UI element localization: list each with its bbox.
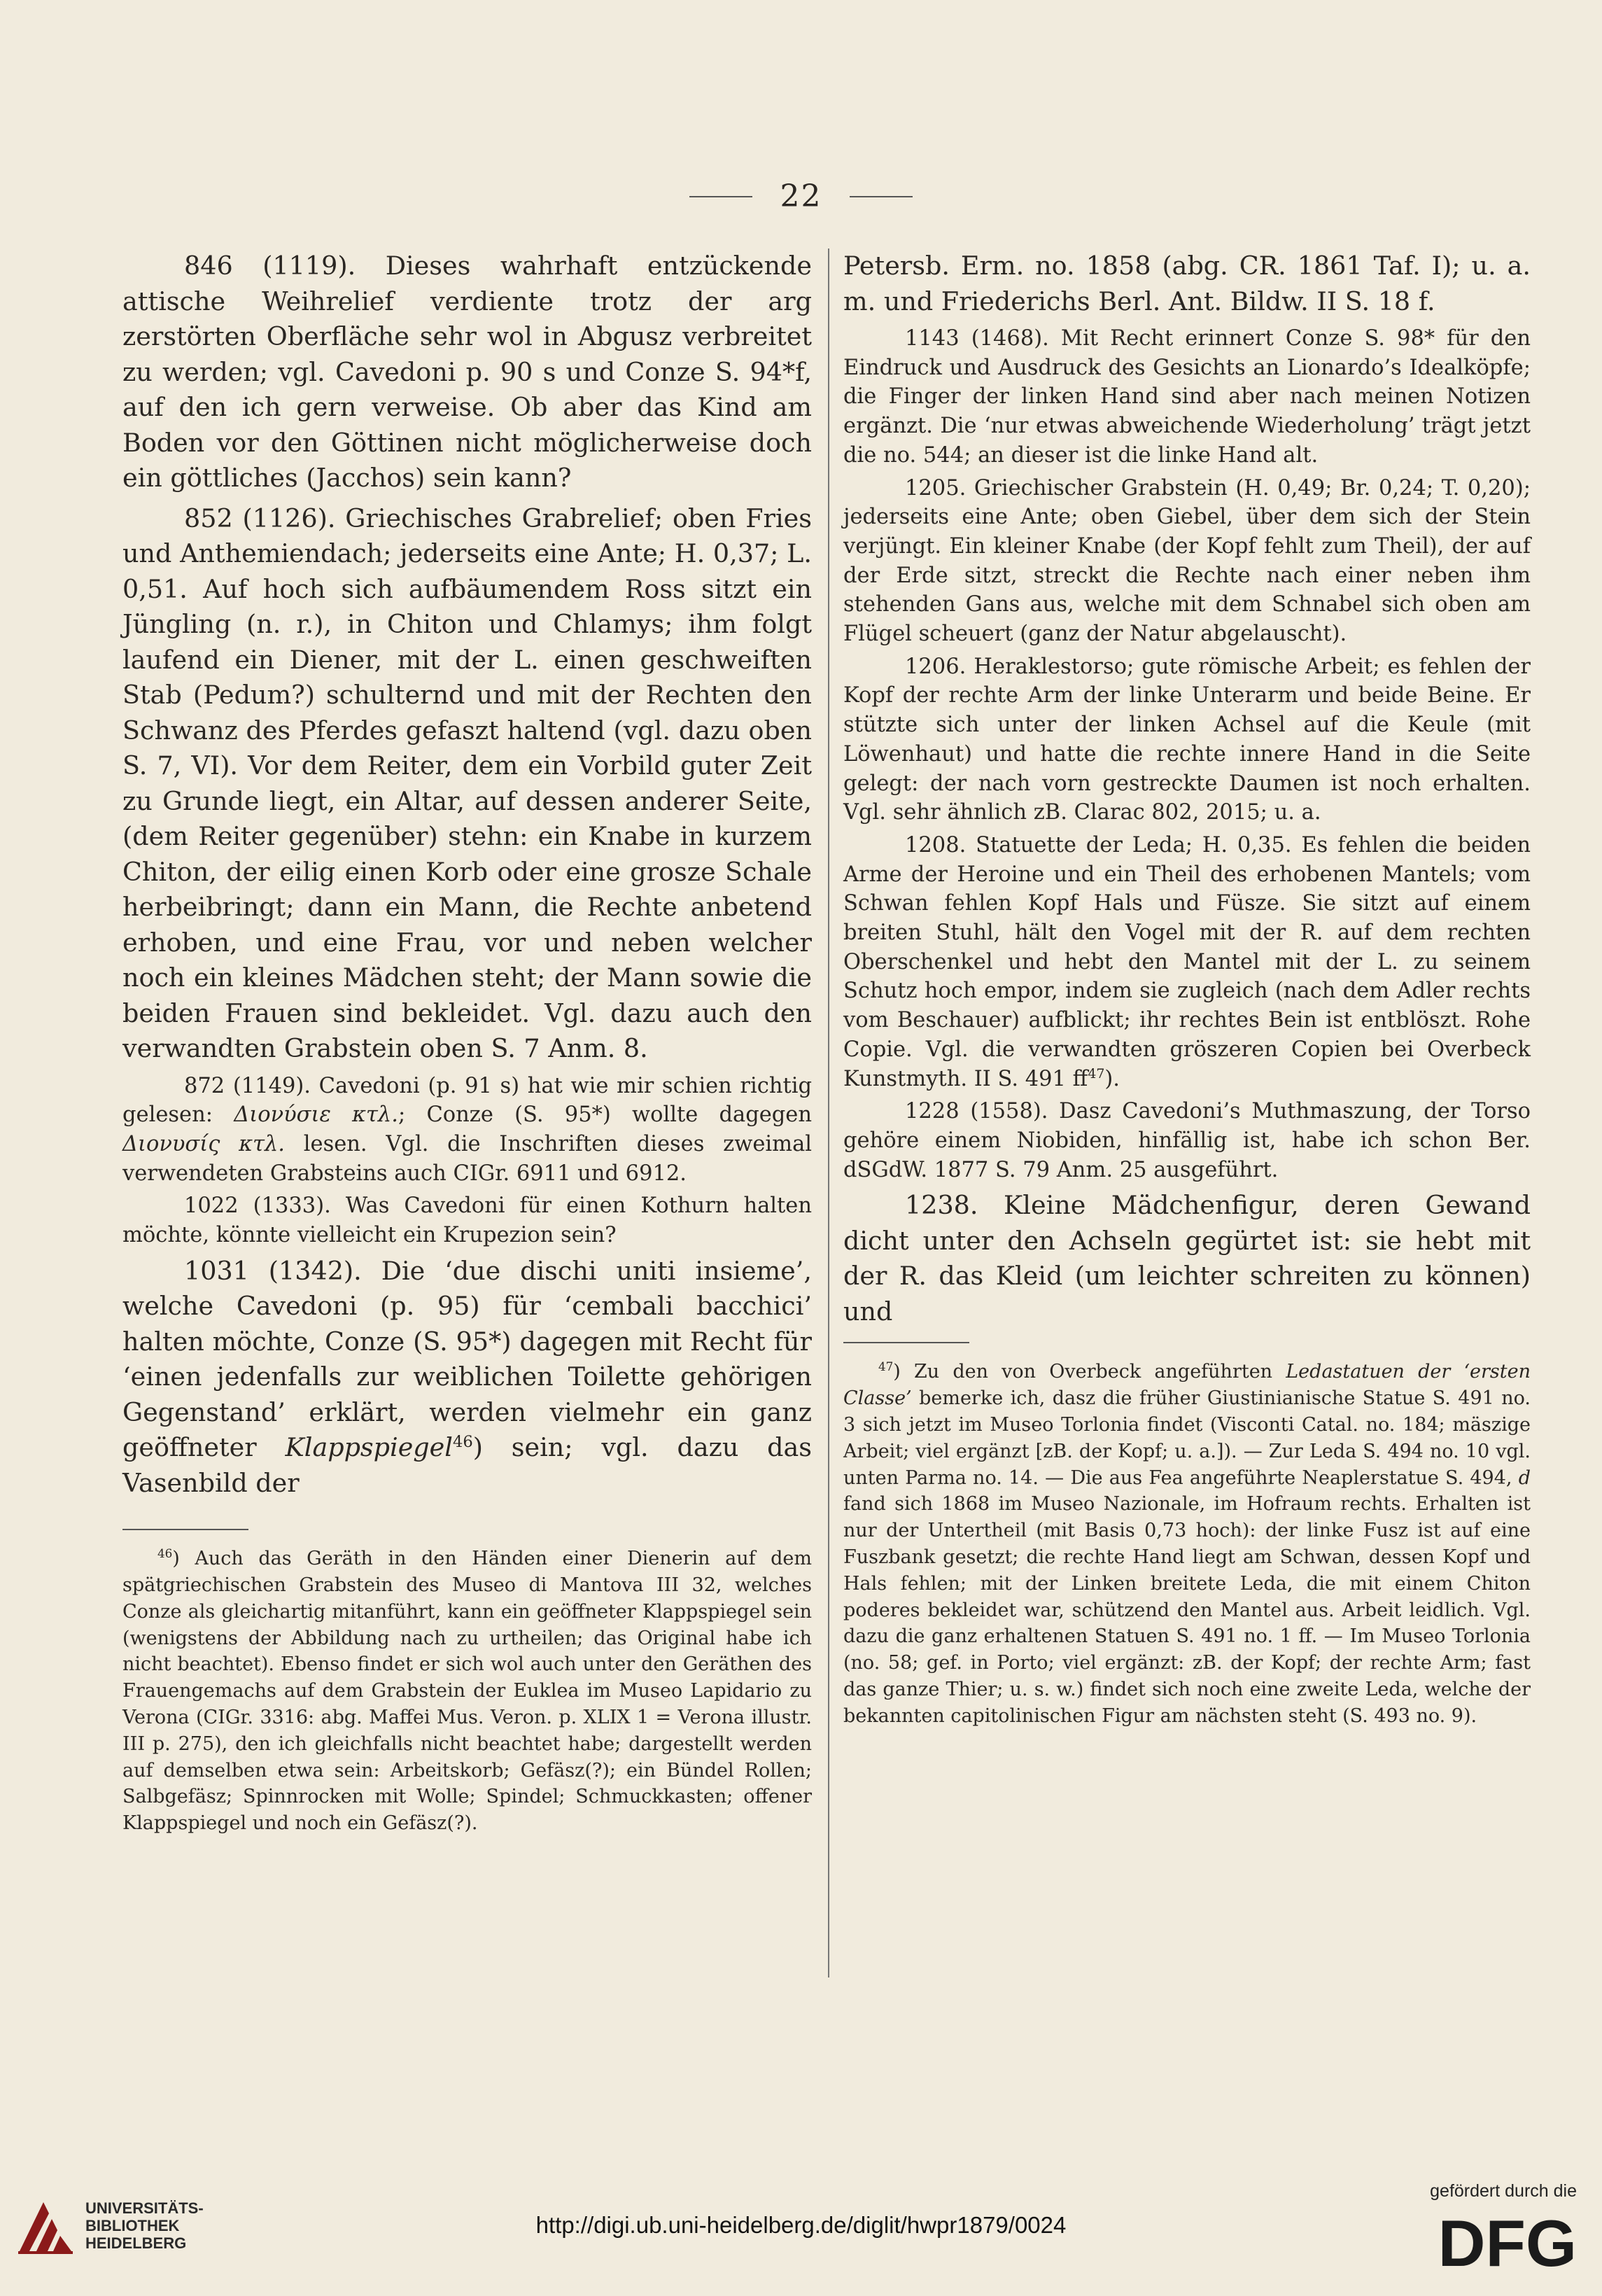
footnote-46: $^{46}$) Auch das Geräth in den Händen einer Dienerin auf dem spätgriechischen Grabstein des Museo di Mantova III 32, welches Conze als gleichartig mitanführt, kann ein geöffneter Klappspiegel sein (wenigstens der Abbildung nach zu urtheilen; das Original habe ich nicht beachtet). Ebenso findet er sich wol auch unter den Geräthen des Frauengemachs auf dem Grabstein der Euklea im Museo Lapidario zu Verona (CIGr. 3316: abg. Maffei Mus. Veron. p. XLIX 1 = Verona illustr. III p. 275), den ich gleichfalls nicht beachtet habe; dargestellt werden auf demselben etwa sein: Arbeitskorb; Gefäsz(?); ein Bündel Rollen; Salbgefäsz; Spinnrocken mit Wolle; Spindel; Schmuckkasten; offener Klappspiegel und noch ein Gefäsz(?). bbox=[122, 1546, 812, 1835]
library-name: UNIVERSITÄTS- BIBLIOTHEK HEIDELBERG bbox=[85, 2199, 204, 2252]
entry-1206: 1206. Heraklestorso; gute römische Arbeit; es fehlen der Kopf der rechte Arm der linke Unterarm und beide Beine. Er stützte sich unter der linken Achsel auf die Keule (mit Löwenhaut) und hatte die rechte innere Hand in die Seite gelegt: der nach vorn gestreckte Daumen ist noch erhalten. Vgl. sehr ähnlich zB. Clarac 802, 2015; u. a. bbox=[843, 654, 1531, 825]
page-header bbox=[0, 178, 1602, 214]
footnote-47: $^{47}$) Zu den von Overbeck angeführten Ledastatuen der ‘ersten Classe’ bemerke ich, dasz die früher Giustinianische Statue S. 491 no. 3 sich jetzt im Museo Torlonia findet (Visconti Catal. no. 184; mäszige Arbeit; viel ergänzt [zB. der Kopf; u. a.]). — Zur Leda S. 494 no. 10 vgl. unten Parma no. 14. — Die aus Fea angeführte Neaplerstatue S. 494, d fand sich 1868 im Museo Nazionale, im Hofraum rechts. Erhalten ist nur der Untertheil (mit Basis 0,73 hoch): der linke Fusz ist auf eine Fuszbank gesetzt; die rechte Hand liegt am Schwan, dessen Kopf und Hals fehlen; mit der Linken breitete Leda, die mit einem Chiton poderes bekleidet war, schützend den Mantel aus. Arbeit leidlich. Vgl. dazu die ganz erhaltenen Statuen S. 491 no. 1 ff. — Im Museo Torlonia (no. 58; gef. in Porto; viel ergänzt: zB. der Kopf; der rechte Arm; fast das ganze Thier; u. s. w.) findet sich noch eine zweite Leda, welche der bekannten capitolinischen Figur am nächsten steht (S. 493 no. 9). bbox=[843, 1359, 1531, 1727]
entry-1031: 1031 (1342). Die ‘due dischi uniti insieme’, welche Cavedoni (p. 95) für ‘cembali bacchici’ halten möchte, Conze (S. 95*) dagegen mit Recht für ‘einen jedenfalls zur weiblichen Toilette gehörigen Gegenstand’ erklärt, werden vielmehr ein ganz geöffneter Klappspiegel$^{46}$) sein; vgl. dazu das Vasenbild der bbox=[122, 1255, 812, 1498]
entry-872: 872 (1149). Cavedoni (p. 91 s) hat wie mir schien richtig gelesen: Διονύσιε κτλ.; Conze (S. 95*) wollte dagegen Διονυσίς κτλ. lesen. Vgl. die Inschriften dieses zweimal verwendeten Grabsteins auch CIGr. 6911 und 6912. bbox=[122, 1073, 813, 1186]
left-column bbox=[122, 248, 812, 1837]
entry-1238: 1238. Kleine Mädchenfigur, deren Gewand dicht unter den Achseln gegürtet ist: sie hebt mit der R. das Kleid (um leichter schreiten zu können) und bbox=[843, 1190, 1531, 1326]
footnote-rule bbox=[843, 1342, 969, 1343]
greek-inscription-1: Διονύσιε κτλ. bbox=[234, 1102, 398, 1128]
entry-1208: 1208. Statuette der Leda; H. 0,35. Es fehlen die beiden Arme der Heroine und ein Theil des erhobenen Mantels; vom Schwan fehlen Kopf Hals und Füsze. Sie sitzt auf einem breiten Stuhl, hält den Vogel mit der R. auf dem rechten Oberschenkel und hebt den Mantel mit der L. zu seinem Schutz hoch empor, indem sie zugleich (nach dem Adler rechts vom Beschauer) aufblickt; ihr rechtes Bein ist entblöszt. Rohe Copie. Vgl. die verwandten gröszeren Copien bei Overbeck Kunstmyth. II S. 491 $ff^{47}$). bbox=[843, 832, 1531, 1091]
footnote-ref-47[interactable]: 47 bbox=[1088, 1065, 1105, 1082]
footnote-rule bbox=[122, 1529, 248, 1530]
greek-inscription-2: Διονυσίς κτλ. bbox=[122, 1131, 285, 1156]
funded-by-text: gefördert durch die bbox=[1430, 2181, 1577, 2201]
entry-1205: 1205. Griechischer Grabstein (H. 0,49; Br. 0,24; T. 0,20); jederseits eine Ante; oben Giebel, über dem sich der Stein verjüngt. Ein kleiner Knabe (der Kopf fehlt zum Theil), der auf der Erde sitzt, streckt die Rechte nach einer neben ihm stehenden Gans aus, welche mit dem Schnabel sich oben am Flügel scheuert (ganz der Natur abgelauscht). bbox=[843, 475, 1531, 647]
entry-852: 852 (1126). Griechisches Grabrelief; oben Fries und Anthemiendach; jederseits eine Ante; H. 0,37; L. 0,51. Auf hoch sich aufbäumendem Ross sitzt ein Jüngling (n. r.), in Chiton und Chlamys; ihm folgt laufend ein Diener, mit der L. einen geschweiften Stab (Pedum?) schulternd und mit der Rechten den Schwanz des Pferdes gefaszt haltend (vgl. dazu oben S. 7, VI). Vor dem Reiter, dem ein Vorbild guter Zeit zu Grunde liegt, ein Altar, auf dessen anderer Seite, (dem Reiter gegenüber) stehn: ein Knabe in kurzem Chiton, der eilig einen Korb oder eine grosze Schale herbeibringt; dann ein Mann, die Rechte anbetend erhoben, und eine Frau, vor und neben welcher noch ein kleines Mädchen steht; der Mann sowie die beiden Frauen sind bekleidet. Vgl. dazu auch den verwandten Grabstein oben S. 7 Anm. 8. bbox=[122, 503, 812, 1063]
header-rule-right bbox=[850, 196, 913, 197]
entry-1031-continued: Petersb. Erm. no. 1858 (abg. CR. 1861 Taf. I); u. a. m. und Friederichs Berl. Ant. Bildw. II S. 18 f. bbox=[843, 251, 1531, 316]
entry-1228: 1228 (1558). Dasz Cavedoni’s Muthmaszung, der Torso gehöre einem Niobiden, hinfällig ist, habe ich schon Ber. dSGdW. 1877 S. 79 Anm. 25 ausgeführt. bbox=[843, 1099, 1531, 1182]
entry-1143: 1143 (1468). Mit Recht erinnert Conze S. 98* für den Eindruck und Ausdruck des Gesichts an Lionardo’s Idealköpfe; die Finger der linken Hand sind aber nach meinen Notizen ergänzt. Die ‘nur etwas abweichende Wiederholung’ trägt jetzt die no. 544; an dieser ist die linke Hand alt. bbox=[843, 326, 1531, 468]
page-number: 22 bbox=[780, 178, 822, 214]
right-column bbox=[843, 248, 1531, 1730]
dfg-logo[interactable] bbox=[1416, 2211, 1577, 2272]
funding-notice bbox=[1395, 2181, 1577, 2275]
column-divider bbox=[828, 248, 829, 1977]
entry-846: 846 (1119). Dieses wahrhaft entzückende attische Weihrelief verdiente trotz der arg zerstörten Oberfläche sehr wol in Abgusz verbreitet zu werden; vgl. Cavedoni p. 90 s und Conze S. 94*f, auf den ich gern verweise. Ob aber das Kind am Boden vor den Göttinen nicht möglicherweise doch ein göttliches (Jacchos) sein kann? bbox=[122, 251, 812, 493]
header-rule-left bbox=[689, 196, 752, 197]
footnote-ref-46[interactable]: 46 bbox=[452, 1433, 473, 1452]
dfg-logo-text: DFG bbox=[1438, 2211, 1577, 2272]
entry-1022: 1022 (1333). Was Cavedoni für einen Kothurn halten möchte, könnte vielleicht ein Krupezion sein? bbox=[122, 1194, 812, 1248]
source-url-link[interactable]: http://digi.ub.uni-heidelberg.de/diglit/hwpr1879/0024 bbox=[535, 2212, 1067, 2238]
